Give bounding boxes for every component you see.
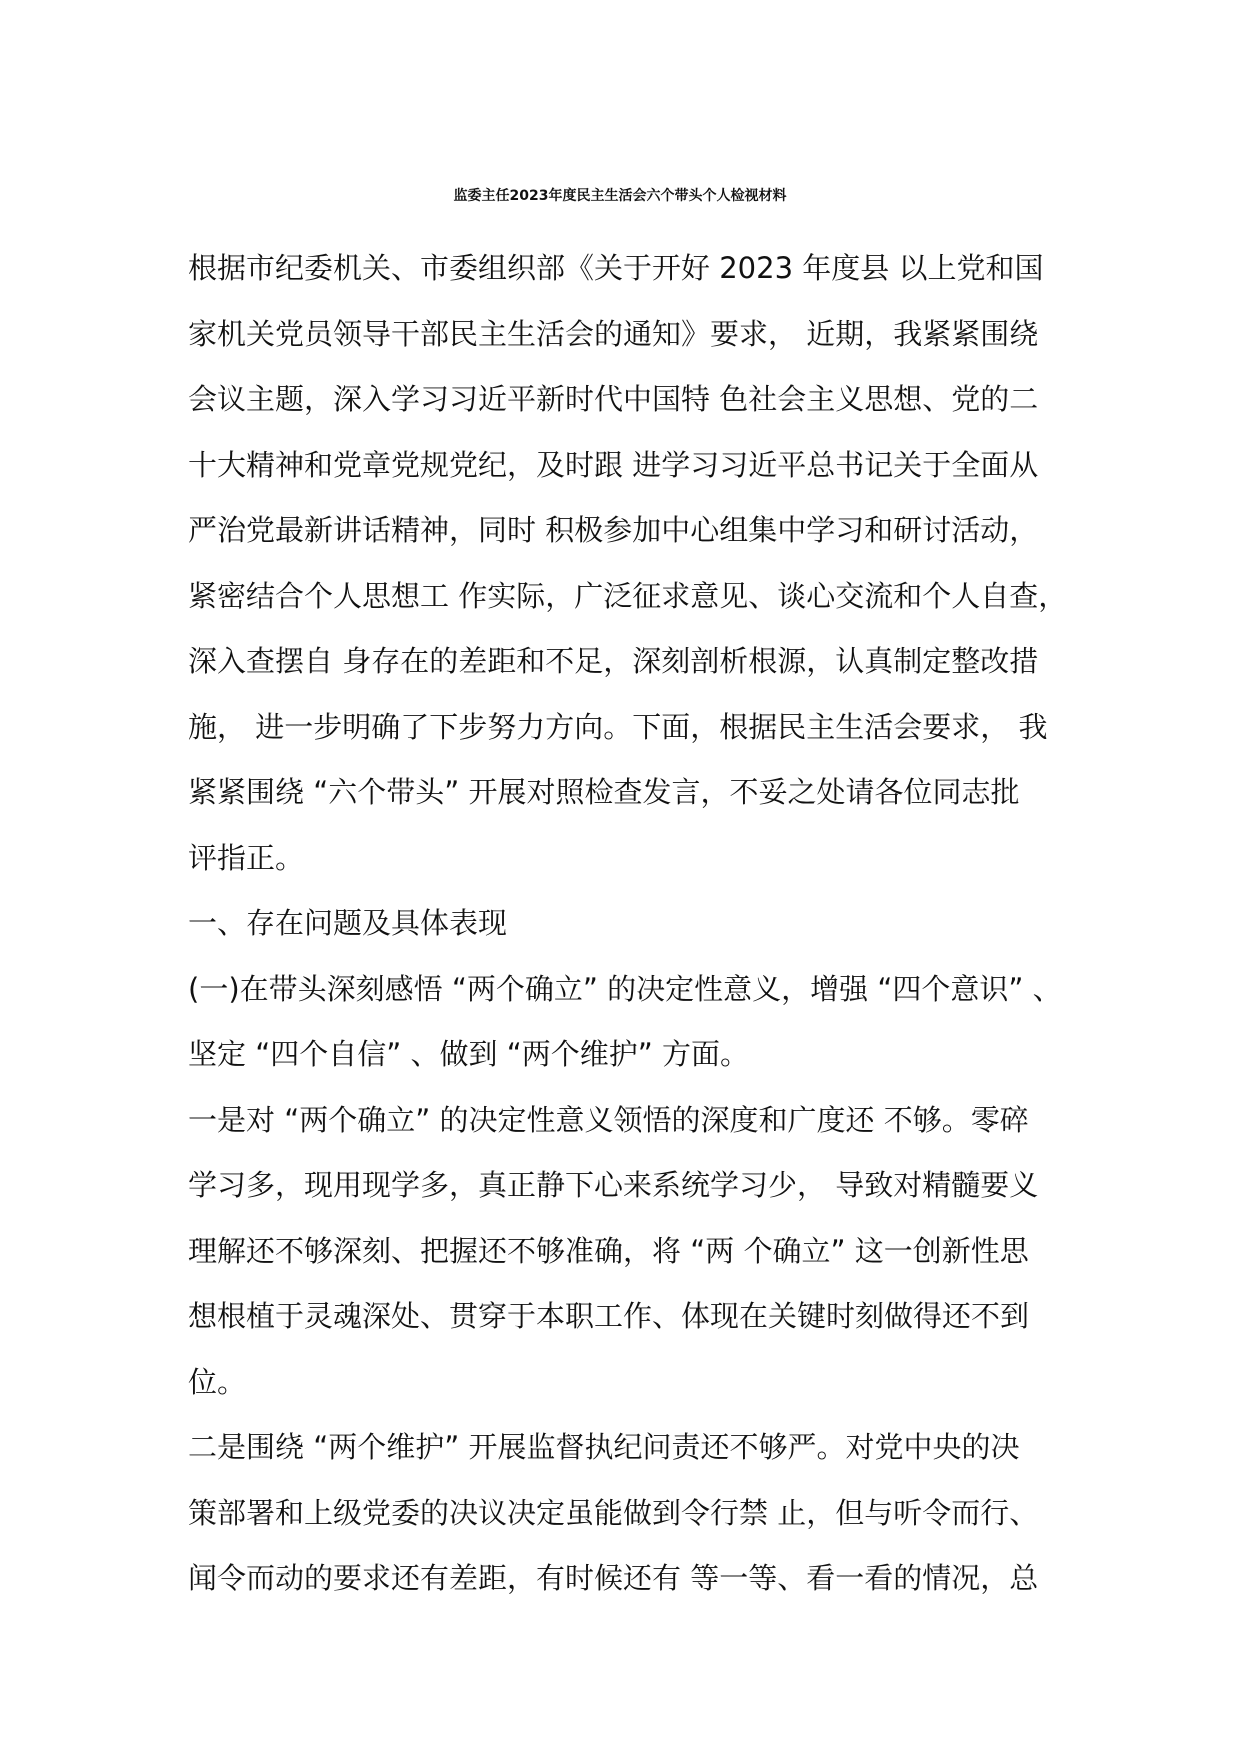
text-line: 策部署和上级党委的决议决定虽能做到令行禁 止，但与听令而行、 <box>188 1495 1039 1530</box>
document-title: 监委主任2023年度民主生活会六个带头个人检视材料 <box>453 188 787 204</box>
text-line: 闻令而动的要求还有差距，有时候还有 等一等、看一看的情况，总 <box>188 1561 1039 1595</box>
text-line: 施， 进一步明确了下步努力方向。下面，根据民主生活会要求， 我 <box>188 709 1048 744</box>
text-line: 根据市纪委机关、市委组织部《关于开好 2023 年度县 以上党和国 <box>188 251 1044 285</box>
text-line: 紧密结合个人思想工 作实际，广泛征求意见、谈心交流和个人自查， <box>188 578 1068 613</box>
text-line: 一是对 “两个确立” 的决定性意义领悟的深度和广度还 不够。零碎 <box>188 1102 1029 1137</box>
text-line: 十大精神和党章党规党纪，及时跟 进学习习近平总书记关于全面从 <box>188 447 1039 482</box>
text-line: 一、存在问题及具体表现 <box>188 906 508 940</box>
document-body <box>188 236 1088 1612</box>
text-line: 学习多，现用现学多，真正静下心来系统学习少， 导致对精髓要义 <box>188 1168 1039 1202</box>
text-line: 坚定 “四个自信” 、做到 “两个维护” 方面。 <box>188 1037 749 1071</box>
text-line: 家机关党员领导干部民主生活会的通知》要求， 近期，我紧紧围绕 <box>188 316 1039 351</box>
text-line: 评指正。 <box>188 840 305 875</box>
text-line: 二是围绕 “两个维护” 开展监督执纪问责还不够严。对党中央的决 <box>188 1430 1020 1464</box>
text-line: 严治党最新讲话精神，同时 积极参加中心组集中学习和研讨活动， <box>188 513 1039 547</box>
text-line: 深入查摆自 身存在的差距和不足，深刻剖析根源，认真制定整改措 <box>188 644 1039 678</box>
text-line: 会议主题，深入学习习近平新时代中国特 色社会主义思想、党的二 <box>188 382 1039 416</box>
text-line: 想根植于灵魂深处、贯穿于本职工作、体现在关键时刻做得还不到 <box>188 1299 1030 1333</box>
text-line: 理解还不够深刻、把握还不够准确，将 “两 个确立” 这一创新性思 <box>188 1233 1029 1268</box>
text-line: (一)在带头深刻感悟 “两个确立” 的决定性意义，增强 “四个意识” 、 <box>188 971 1062 1006</box>
text-line: 紧紧围绕 “六个带头” 开展对照检查发言，不妥之处请各位同志批 <box>188 775 1020 809</box>
text-line: 位。 <box>188 1364 247 1399</box>
